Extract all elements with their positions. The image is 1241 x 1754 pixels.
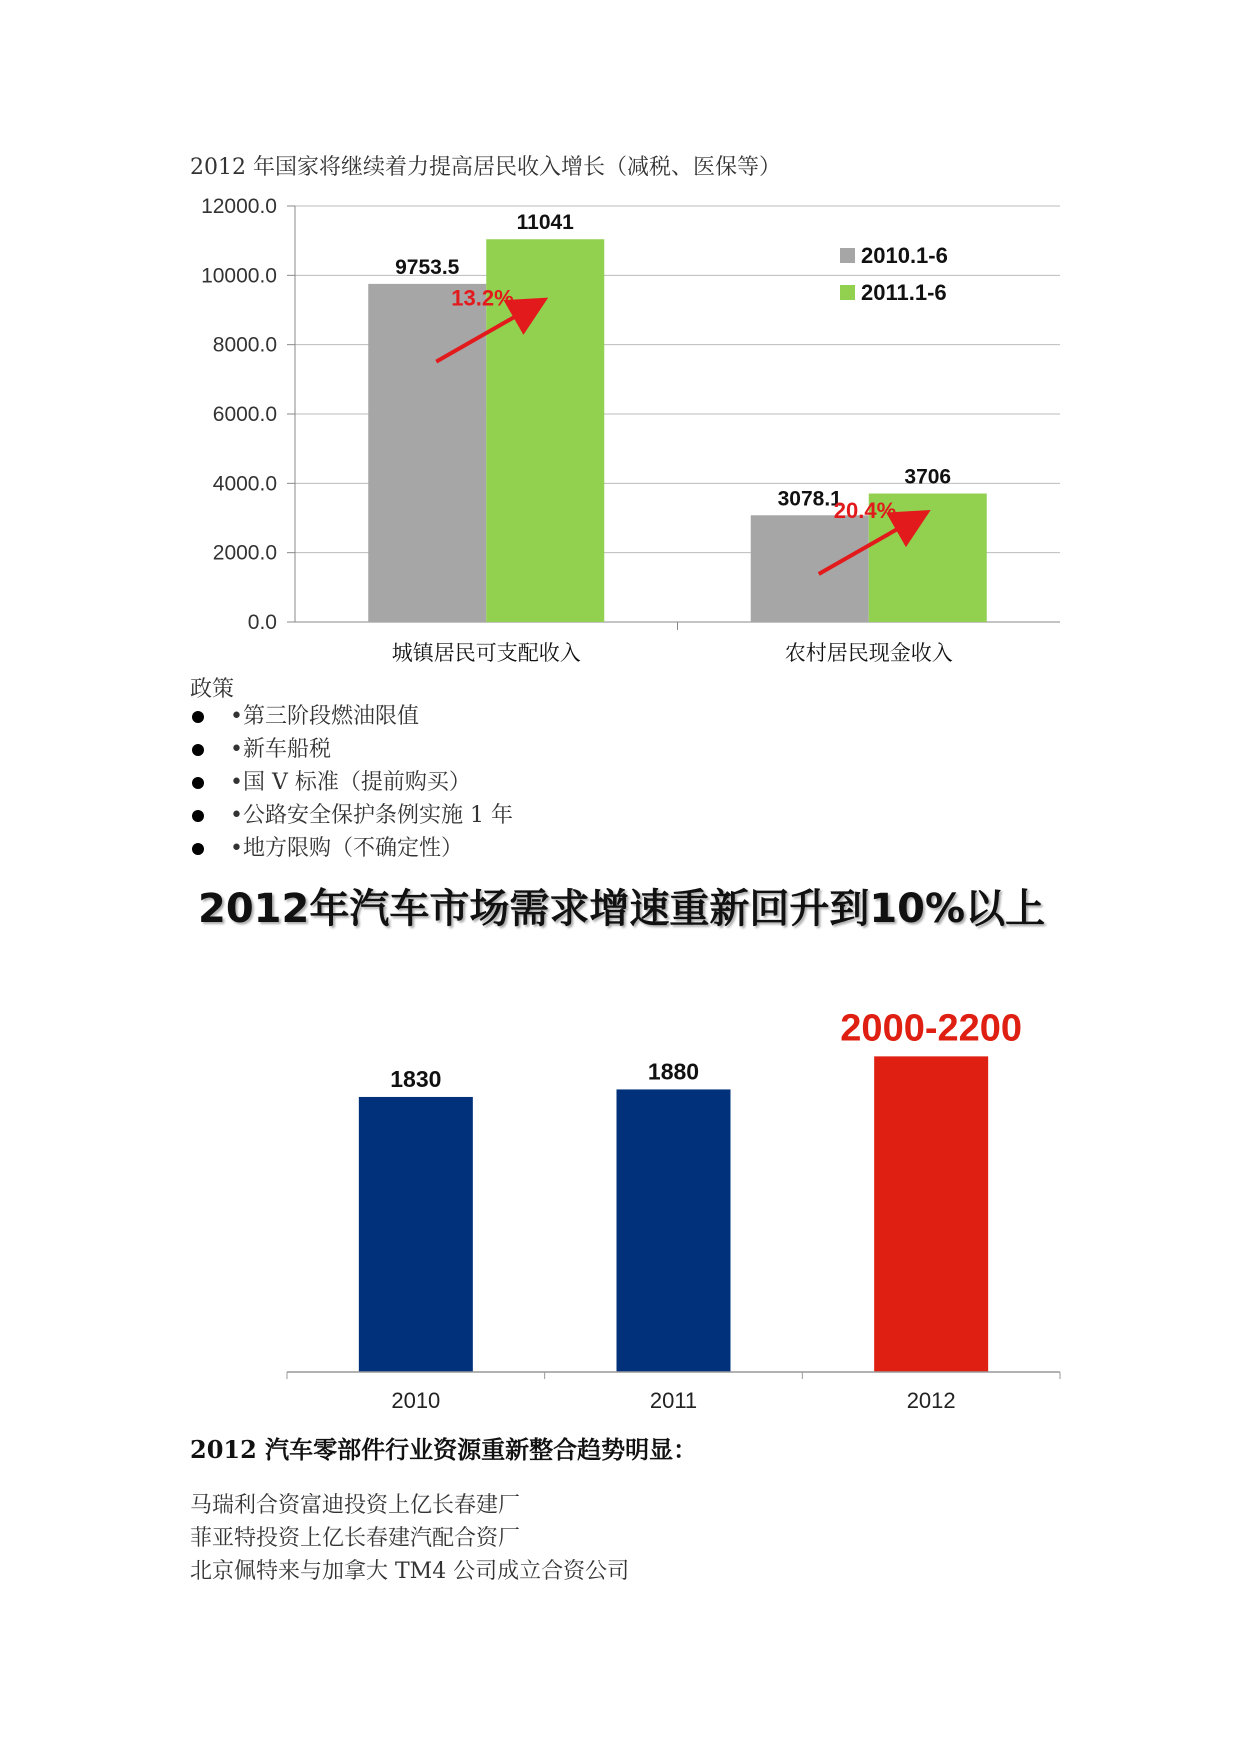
x-category-label: 城镇居民可支配收入 (391, 642, 581, 665)
x-category-label: 2012 (906, 1388, 956, 1413)
policy-heading: 政策 (190, 677, 235, 702)
y-tick-label: 0.0 (247, 611, 277, 634)
policy-item-label: •第三阶段燃油限值 (230, 704, 419, 729)
section-paragraph: 北京佩特来与加拿大 TM4 公司成立合资公司 (190, 1559, 630, 1584)
legend-label: 2010.1-6 (861, 243, 948, 268)
bullet-icon (192, 810, 204, 822)
policy-item-label: •新车船税 (230, 737, 331, 762)
bullet-icon (192, 744, 204, 756)
data-label: 11041 (516, 211, 574, 235)
list-item (190, 832, 513, 865)
bullet-icon (192, 777, 204, 789)
y-tick-label: 2000.0 (212, 541, 277, 565)
data-label: 2000-2200 (840, 1007, 1023, 1050)
list-item (190, 700, 513, 733)
bar (368, 284, 486, 622)
x-category-label: 2011 (649, 1388, 698, 1413)
policy-item-label: •公路安全保护条例实施 1 年 (230, 803, 513, 828)
y-tick-label: 10000.0 (201, 264, 277, 288)
y-tick-label: 4000.0 (212, 472, 277, 496)
data-label: 1880 (647, 1058, 700, 1085)
growth-label: 20.4% (833, 497, 897, 523)
policy-item-label: •国 V 标准（提前购买） (230, 770, 471, 795)
list-item (190, 799, 513, 832)
y-tick-label: 8000.0 (212, 333, 277, 357)
list-item (190, 733, 513, 766)
growth-label: 13.2% (451, 285, 514, 311)
policy-item-label: •地方限购（不确定性） (230, 836, 463, 861)
x-category-label: 2010 (391, 1388, 441, 1413)
section-heading: 2012 汽车零部件行业资源重新整合趋势明显： (190, 1435, 698, 1464)
y-tick-label: 12000.0 (201, 195, 277, 218)
data-label: 9753.5 (395, 255, 460, 279)
x-category-label: 农村居民现金收入 (784, 642, 953, 665)
legend-label: 2011.1-6 (861, 280, 947, 305)
bullet-icon (192, 843, 204, 855)
section-paragraph: 菲亚特投资上亿长春建汽配合资厂 (190, 1526, 521, 1551)
legend-swatch (840, 285, 855, 300)
y-tick-label: 6000.0 (212, 403, 277, 426)
section-paragraph: 马瑞利合资富迪投资上亿长春建厂 (190, 1493, 521, 1518)
data-label: 3078.1 (777, 487, 842, 511)
legend-swatch (840, 248, 855, 263)
bullet-icon (192, 711, 204, 723)
list-item (190, 766, 513, 799)
chart1-caption: 2012 年国家将继续着力提高居民收入增长（减税、医保等） (190, 155, 781, 180)
bar (751, 515, 869, 622)
chart2-title: 2012年汽车市场需求增速重新回升到10%以上 (198, 886, 1046, 932)
data-label: 1830 (390, 1065, 442, 1092)
policy-list (190, 700, 513, 865)
data-label: 3706 (904, 465, 952, 489)
